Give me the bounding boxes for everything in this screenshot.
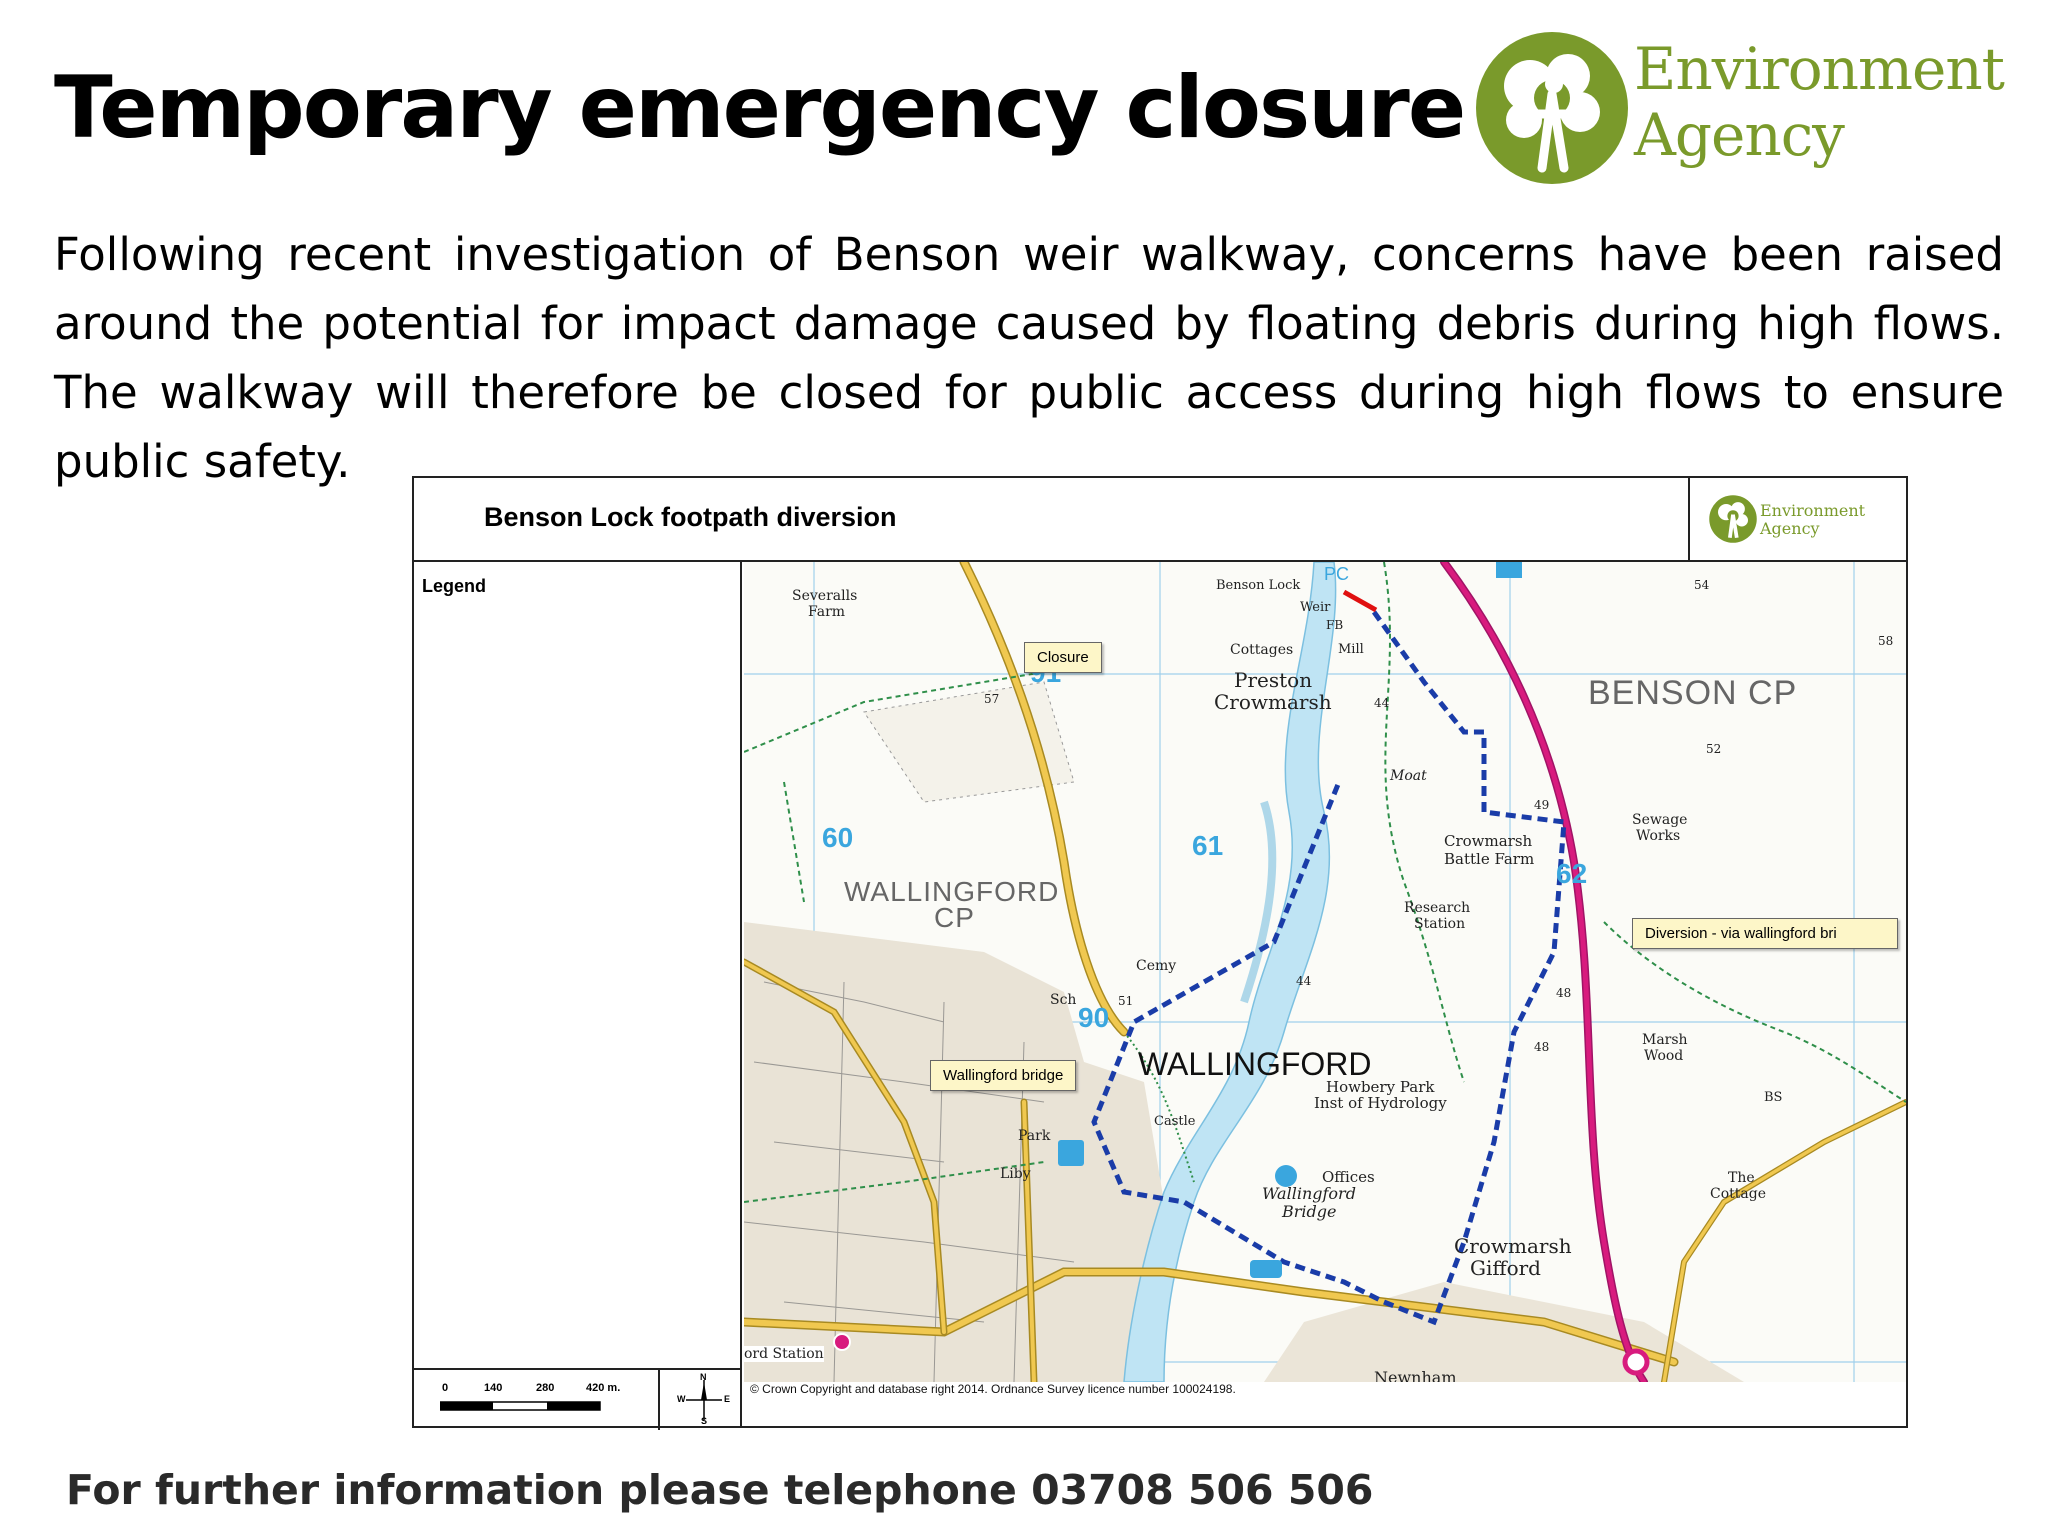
place-label: Preston (1234, 668, 1313, 692)
place-label: Howbery Park (1326, 1078, 1435, 1096)
spot-height: 49 (1534, 798, 1550, 812)
map-logo-wordmark (1760, 502, 1865, 538)
spot-height: 48 (1534, 1040, 1550, 1054)
wallingford-cp-label-2: CP (934, 902, 975, 933)
benson-cp-label: BENSON CP (1588, 674, 1798, 712)
map-logo-line-2: Agency (1760, 519, 1820, 538)
place-label: Inst of Hydrology (1314, 1094, 1447, 1112)
map-copyright: © Crown Copyright and database right 2014. Ordnance Survey licence number 100024198. (750, 1382, 1236, 1396)
place-label: Offices (1322, 1168, 1375, 1186)
place-label: Sch (1050, 992, 1077, 1008)
map-header (414, 478, 1906, 562)
spot-height: 48 (1556, 986, 1572, 1000)
place-label: Bridge (1282, 1202, 1337, 1221)
spot-height: 57 (984, 692, 1000, 706)
place-label: Liby (1000, 1166, 1031, 1182)
place-label: Sewage (1632, 812, 1688, 828)
compass-w: W (677, 1394, 686, 1404)
place-label: Cemy (1136, 958, 1177, 974)
map-figure (412, 476, 1908, 1428)
place-label: Gifford (1470, 1256, 1541, 1280)
grid-number: 62 (1556, 858, 1588, 889)
scale-label-140: 140 (484, 1382, 503, 1394)
place-label: Newnham (1374, 1368, 1457, 1382)
wallingford-bridge-callout: Wallingford bridge (930, 1060, 1076, 1091)
place-label: Castle (1154, 1114, 1196, 1129)
tree-logo-icon (1472, 28, 1632, 188)
place-label: ord Station (744, 1346, 824, 1362)
os-map-area (744, 562, 1906, 1382)
place-label: Severalls (792, 588, 858, 604)
place-label: Cottage (1710, 1186, 1766, 1202)
compass-e: E (724, 1394, 731, 1404)
spot-height: 44 (1374, 696, 1390, 710)
legend-title: Legend (422, 576, 487, 596)
scale-divider (658, 1370, 660, 1430)
scale-label-420: 420 m. (586, 1382, 621, 1394)
legend-panel (414, 560, 742, 1428)
closure-callout: Closure (1024, 642, 1102, 673)
page-title: Temporary emergency closure (54, 58, 1465, 158)
place-label: Benson Lock (1216, 578, 1301, 593)
tree-logo-icon (1708, 494, 1758, 544)
wallingford-cp-label: WALLINGFORD (844, 876, 1060, 907)
place-label: Works (1636, 828, 1681, 844)
place-label: Crowmarsh (1444, 832, 1533, 850)
grid-number: 61 (1192, 830, 1224, 861)
spot-height: 54 (1694, 578, 1710, 592)
logo-line-2: Agency (1634, 101, 1844, 169)
place-label: Park (1018, 1128, 1051, 1144)
place-label: The (1728, 1170, 1755, 1186)
environment-agency-logo (1472, 28, 2012, 188)
place-label: Battle Farm (1444, 850, 1535, 868)
place-label: Crowmarsh (1454, 1234, 1572, 1258)
place-label: Research (1404, 900, 1471, 916)
logo-line-1: Environment (1634, 35, 2004, 103)
wallingford-town-label: WALLINGFORD (1138, 1046, 1372, 1082)
place-label: FB (1326, 618, 1344, 632)
place-label: Marsh (1642, 1032, 1688, 1048)
spot-height: 52 (1706, 742, 1722, 756)
place-label: Moat (1390, 768, 1427, 784)
spot-height: 51 (1118, 994, 1134, 1008)
place-label: PC (1324, 564, 1350, 584)
place-label: Wood (1644, 1048, 1684, 1064)
place-label: Farm (808, 604, 846, 620)
logo-wordmark (1634, 36, 2004, 168)
map-title: Benson Lock footpath diversion (484, 502, 897, 532)
place-label: Weir (1300, 600, 1331, 615)
compass-s: S (701, 1416, 708, 1426)
scale-label-0: 0 (442, 1382, 449, 1394)
scale-bar-icon (440, 1398, 630, 1428)
place-label: Mill (1338, 642, 1364, 657)
map-logo-line-1: Environment (1760, 501, 1866, 520)
spot-height: 44 (1296, 974, 1312, 988)
place-label: Station (1414, 916, 1466, 932)
notice-body: Following recent investigation of Benson weir walkway, concerns have been raised around the potential for impact damage caused by floating debris during high flows. The walkway will therefore be closed for public access during high flows to ensure public safety. (54, 228, 2004, 488)
place-label: Crowmarsh (1214, 690, 1332, 714)
place-label: Wallingford (1262, 1184, 1356, 1203)
compass-n: N (700, 1372, 707, 1382)
grid-number: 90 (1078, 1002, 1110, 1033)
place-label: BS (1764, 1090, 1783, 1105)
map-logo (1688, 478, 1906, 560)
spot-height: 58 (1878, 634, 1894, 648)
contact-footer: For further information please telephone 03708 506 506 (66, 1466, 1374, 1514)
scale-label-280: 280 (536, 1382, 555, 1394)
grid-number: 60 (822, 822, 854, 853)
place-label: Cottages (1230, 642, 1294, 658)
diversion-callout: Diversion - via wallingford bri (1632, 918, 1898, 949)
scale-bar-box (414, 1368, 740, 1430)
